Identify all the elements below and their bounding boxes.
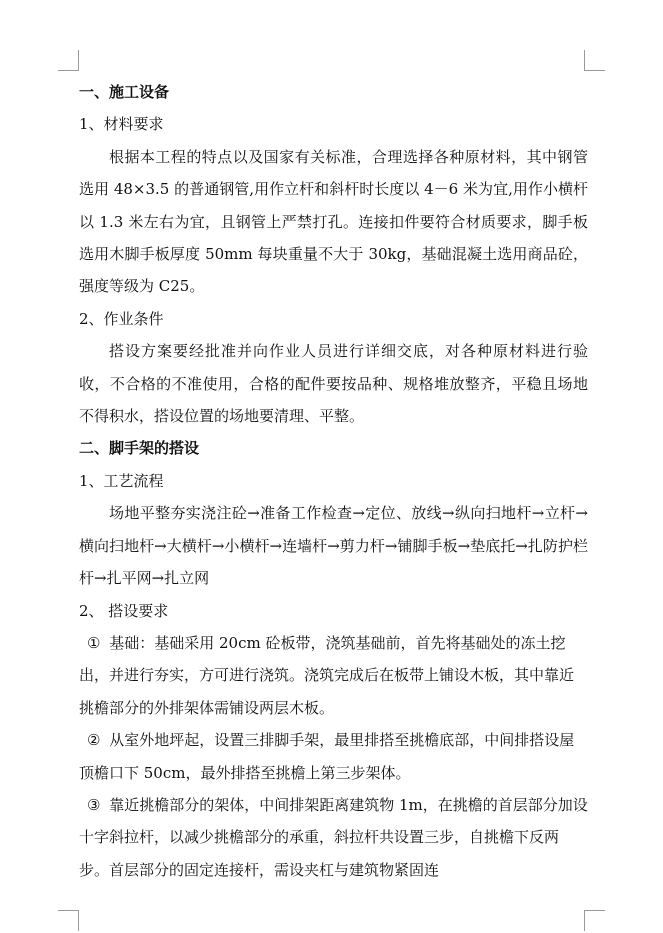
- paragraph-process-flow: 场地平整夯实浇注砼→准备工作检查→定位、放线→纵向扫地杆→立杆→横向扫地杆→大横杆→小横杆→连墙杆→剪力杆→铺脚手板→垫底托→扎防护栏杆→扎平网→扎立网: [79, 504, 588, 588]
- item-text: 靠近挑檐部分的架体，中间排架距离建筑物 1m，在挑檐的首层部分加设十字斜拉杆，以减少挑檐部分的承重，斜拉杆共设置三步，自挑檐下反两步。首层部分的固定连接杆，需设夹杠与建筑物紧固连: [79, 795, 588, 879]
- document-body: [79, 76, 588, 886]
- paragraph-work-conditions: 搭设方案要经批准并向作业人员进行详细交底，对各种原材料进行验收，不合格的不准使用，合格的配件要按品种、规格堆放整齐，平稳且场地不得积水，搭设位置的场地要清理、平整。: [79, 342, 588, 426]
- section-heading-scaffold-erection: 二、脚手架的搭设: [79, 439, 200, 458]
- subheading-process-flow: 1、工艺流程: [79, 471, 164, 490]
- item-marker: ②: [87, 731, 101, 750]
- subheading-material-requirements: 1、材料要求: [79, 115, 164, 134]
- section-heading-equipment: 一、施工设备: [79, 83, 170, 101]
- list-item-three-rows: [79, 724, 588, 789]
- page-corner-mark-top-right: [584, 50, 605, 71]
- page-corner-mark-bottom-left: [58, 910, 79, 931]
- page-corner-mark-bottom-right: [584, 910, 605, 931]
- item-text: 从室外地坪起，设置三排脚手架，最里排搭至挑檐底部，中间排搭设屋顶檐口下 50cm，最外排搭至挑檐上第三步架体。: [79, 731, 575, 782]
- paragraph-material-requirements: 根据本工程的特点以及国家有关标准，合理选择各种原材料，其中钢管选用 48×3.5 的普通钢管,用作立杆和斜杆时长度以 4－6 米为宜,用作小横杆以 1.3 米左右为宜，且钢管上严禁打孔。连接扣件要符合材质要求，脚手板选用木脚手板厚度 50mm 每块重量不大于 30kg，基础混凝土选用商品砼，强度等级为 C25。: [79, 147, 588, 296]
- subheading-erection-requirements: 2、 搭设要求: [79, 601, 169, 620]
- list-item-eaves-frame: [79, 789, 588, 886]
- item-marker: ③: [87, 795, 101, 814]
- item-marker: ①: [87, 633, 101, 652]
- subheading-work-conditions: 2、作业条件: [79, 309, 164, 328]
- list-item-foundation: [79, 627, 588, 724]
- page-corner-mark-top-left: [58, 50, 79, 71]
- item-text: 基础：基础采用 20cm 砼板带，浇筑基础前，首先将基础处的冻土挖出，并进行夯实，方可进行浇筑。浇筑完成后在板带上铺设木板，其中靠近挑檐部分的外排架体需铺设两层木板。: [79, 633, 575, 717]
